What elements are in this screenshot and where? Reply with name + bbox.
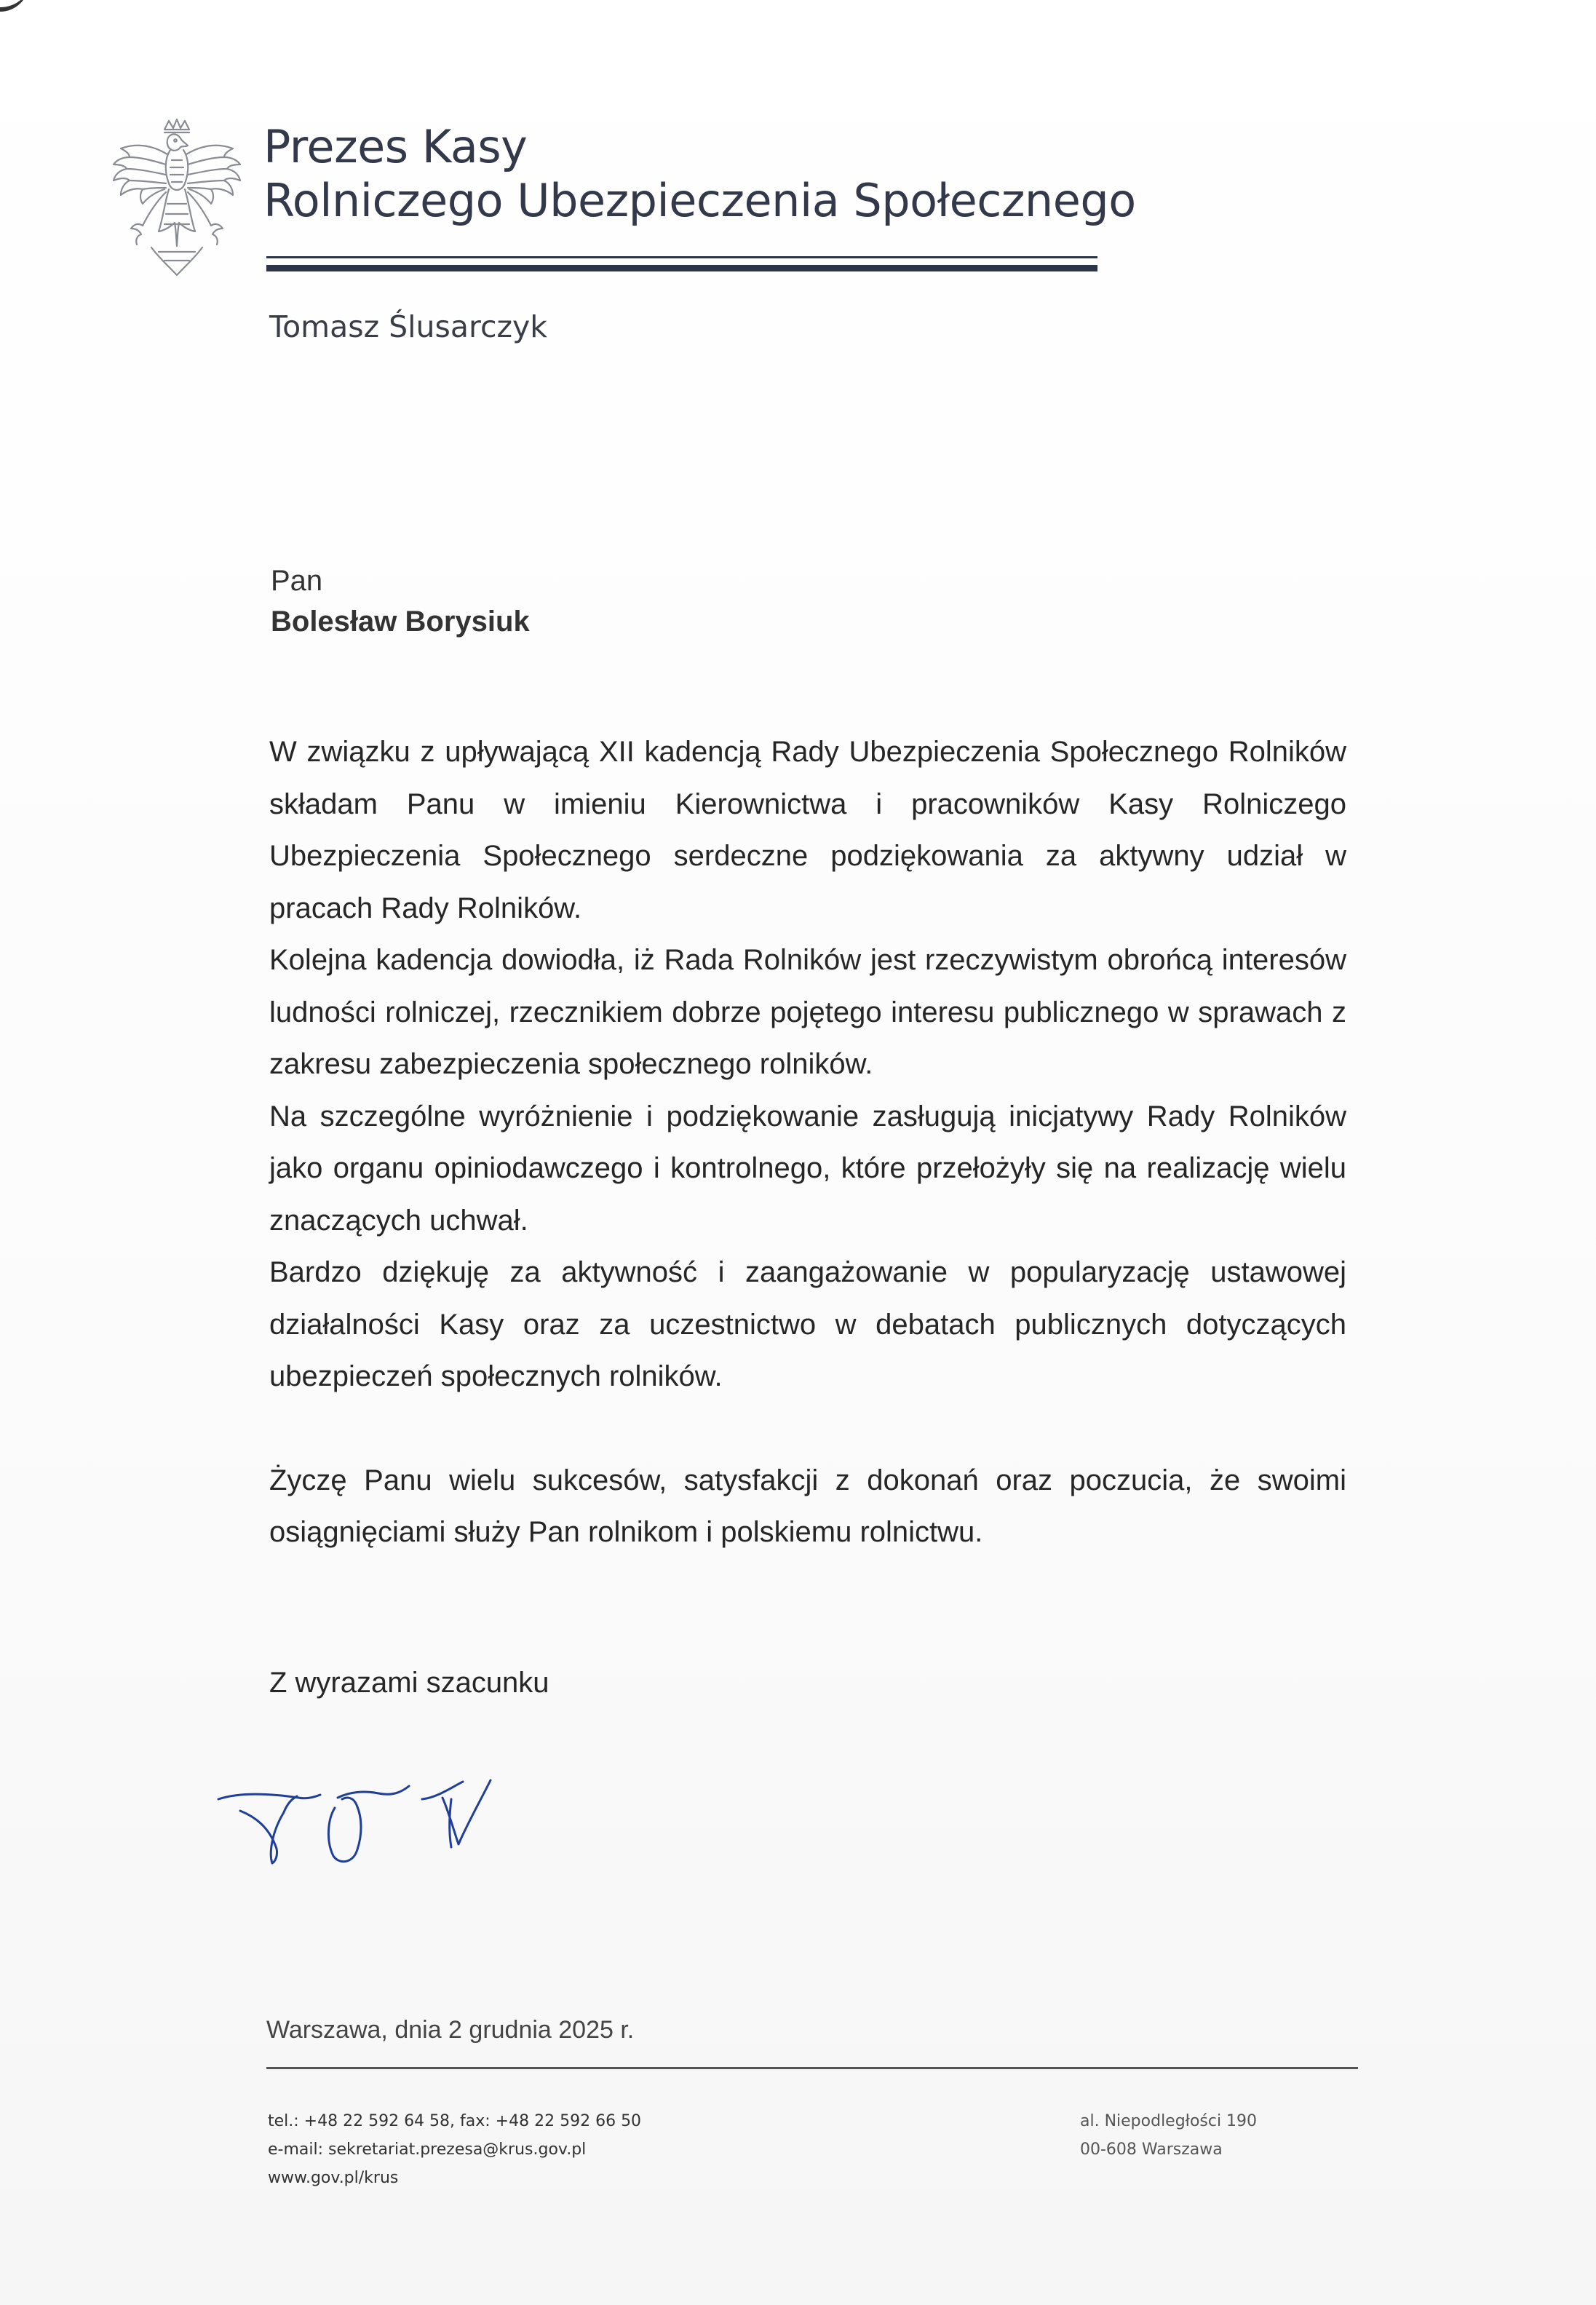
recipient-salutation: Pan: [271, 565, 323, 597]
author-name: Tomasz Ślusarczyk: [269, 309, 548, 344]
scan-corner-mark: [0, 0, 29, 12]
footer-address-line-1: al. Niepodległości 190: [1080, 2112, 1258, 2130]
closing-phrase: Z wyrazami szacunku: [269, 1667, 549, 1699]
header-thick-divider: [266, 265, 1097, 271]
body-paragraph: Kolejna kadencja dowiodła, iż Rada Rolników jest rzeczywistym obrońcą interesów ludności rolniczej, rzecznikiem dobrze pojętego interesu publicznego w sprawach z zakresu zabezpieczenia społecznego rolników.: [269, 944, 1346, 1080]
footer-phone-fax: tel.: +48 22 592 64 58, fax: +48 22 592 66 50: [268, 2112, 642, 2130]
recipient-name: Bolesław Borysiuk: [271, 606, 530, 638]
footer-contact: [268, 2107, 641, 2192]
issuer-title: [263, 120, 1136, 228]
body-paragraph: Na szczególne wyróżnienie i podziękowanie zasługują inicjatywy Rady Rolników jako organu opiniodawczego i kontrolnego, które przełożyły się na realizację wielu znaczących uchwał.: [269, 1100, 1346, 1237]
white-eagle-emblem-icon: [108, 116, 246, 284]
footer-address-line-2: 00-608 Warszawa: [1080, 2141, 1223, 2159]
header-thin-divider: [266, 256, 1097, 258]
letter-body: [269, 726, 1346, 1559]
body-paragraph: Bardzo dziękuję za aktywność i zaangażowanie w popularyzację ustawowej działalności Kasy oraz za uczestnictwo w debatach publicznych dotyczących ubezpieczeń społecznych rolników.: [269, 1256, 1346, 1392]
footer-website-link: www.gov.pl/krus: [268, 2169, 399, 2187]
footer-address: [1080, 2107, 1257, 2164]
body-paragraph-wishes: Życzę Panu wielu sukcesów, satysfakcji z dokonań oraz poczucia, że swoimi osiągnięciami służy Pan rolnikom i polskiemu rolnictwu.: [269, 1464, 1346, 1548]
body-paragraph: W związku z upływającą XII kadencją Rady Ubezpieczenia Społecznego Rolników składam Panu w imieniu Kierownictwa i pracowników Kasy Rolniczego Ubezpieczenia Społecznego serdeczne podziękowania za aktywny udział w pracach Rady Rolników.: [269, 736, 1346, 924]
place-and-date: Warszawa, dnia 2 grudnia 2025 r.: [266, 2016, 635, 2044]
issuer-title-line-2: Rolniczego Ubezpieczenia Społecznego: [263, 174, 1136, 227]
footer-divider: [266, 2067, 1358, 2069]
issuer-title-line-1: Prezes Kasy: [263, 120, 528, 173]
footer-email-link: e-mail: sekretariat.prezesa@krus.gov.pl: [268, 2141, 587, 2159]
recipient-block: [271, 560, 530, 642]
handwritten-signature: [211, 1754, 560, 1878]
